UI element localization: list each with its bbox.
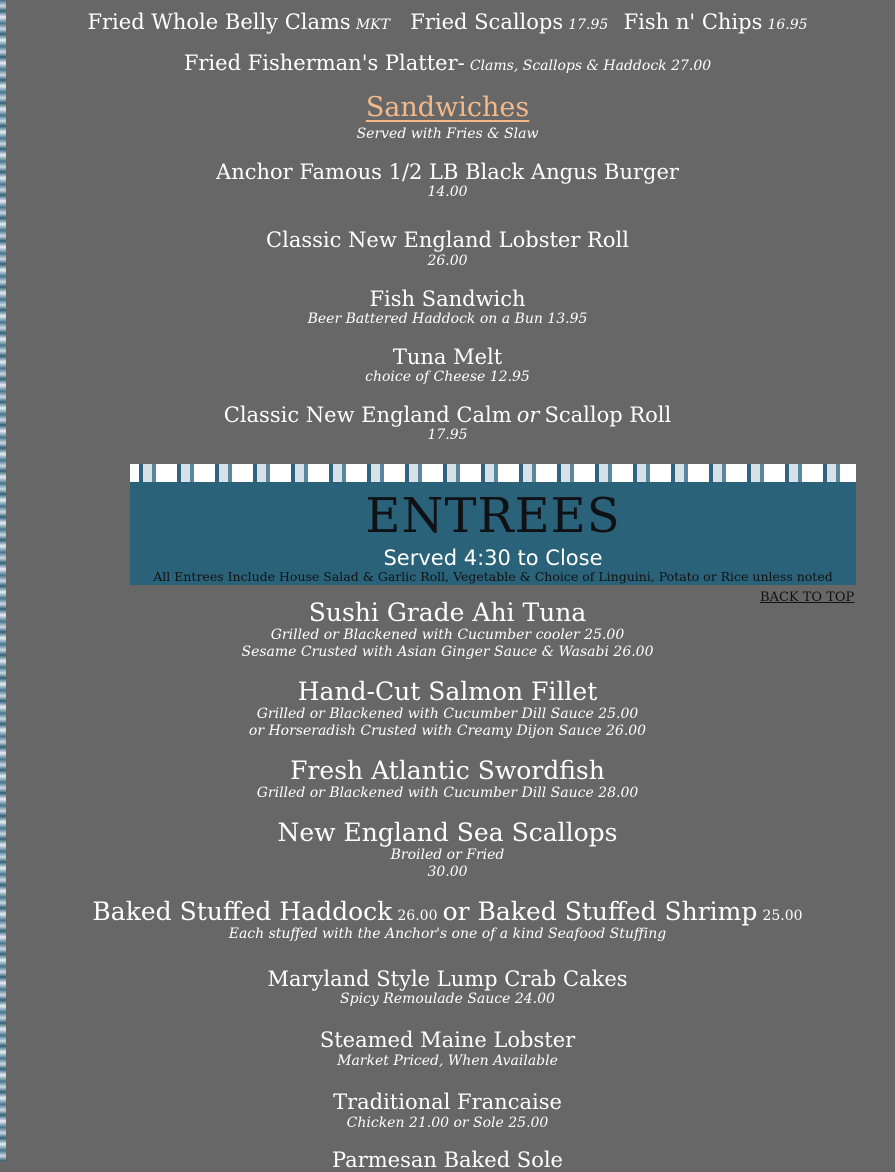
fisherman-platter-row (0, 51, 895, 75)
entree-stuffed-shrimp-name: or Baked Stuffed Shrimp (442, 897, 758, 926)
sandwiches-subtitle: Served with Fries & Slaw (356, 126, 539, 142)
sandwich-tuna-melt-name: Tuna Melt (392, 345, 503, 369)
sandwich-clam-roll-name-part2: Scallop Roll (544, 403, 672, 427)
entree-francaise-note: Chicken 21.00 or Sole 25.00 (346, 1115, 549, 1131)
entree-lobster-name: Steamed Maine Lobster (319, 1028, 576, 1052)
back-to-top-link[interactable]: BACK TO TOP (760, 590, 855, 605)
sandwiches-title: Sandwiches (365, 92, 530, 123)
sandwich-clam-scallop-roll-row (0, 403, 895, 427)
sandwich-lobster-roll-name: Classic New England Lobster Roll (266, 228, 629, 252)
sandwich-clam-roll-or: or (516, 403, 540, 427)
entrees-banner (130, 464, 856, 585)
sandwiches-heading-row (0, 92, 895, 123)
fried-scallops-name: Fried Scallops (410, 10, 564, 34)
sandwich-tuna-melt-note: choice of Cheese 12.95 (365, 369, 530, 385)
fried-scallops-price: 17.95 (568, 17, 609, 33)
sandwich-clam-roll-note: 17.95 (427, 427, 468, 443)
entree-lobster-note: Market Priced, When Available (337, 1053, 558, 1069)
sandwich-clam-roll-name-part1: Classic New England Calm (223, 403, 512, 427)
entree-swordfish-name: Fresh Atlantic Swordfish (290, 756, 605, 785)
entree-ahi-tuna-note-2: Sesame Crusted with Asian Ginger Sauce & Wasabi 26.00 (241, 644, 654, 660)
entree-salmon-note-2: or Horseradish Crusted with Creamy Dijon Sauce 26.00 (248, 723, 647, 739)
sandwich-lobster-roll-note: 26.00 (427, 253, 468, 269)
entree-ahi-tuna-name: Sushi Grade Ahi Tuna (308, 598, 587, 627)
fried-clams-price: MKT (355, 17, 390, 33)
platter-description: Clams, Scallops & Haddock 27.00 (469, 58, 712, 74)
entree-ahi-tuna-note-1: Grilled or Blackened with Cucumber cooler 25.00 (270, 627, 625, 643)
entree-parmesan-sole-name: Parmesan Baked Sole (332, 1148, 563, 1172)
entree-stuffed-haddock-price: 26.00 (397, 908, 438, 924)
sandwich-fish-name: Fish Sandwich (369, 287, 526, 311)
fish-n-chips-price: 16.95 (767, 17, 808, 33)
entree-stuffed-haddock-name: Baked Stuffed Haddock (92, 897, 393, 926)
entree-baked-stuffed-row (0, 897, 895, 926)
fried-clams-name: Fried Whole Belly Clams (87, 10, 351, 34)
entree-crab-cakes-note: Spicy Remoulade Sauce 24.00 (340, 991, 555, 1007)
entree-crab-cakes-name: Maryland Style Lump Crab Cakes (267, 967, 628, 991)
entrees-served-time: Served 4:30 to Close (383, 546, 603, 570)
entrees-title: ENTREES (365, 488, 621, 544)
platter-separator: - (457, 51, 465, 75)
sandwich-burger-name: Anchor Famous 1/2 LB Black Angus Burger (216, 160, 679, 184)
entree-scallops-price: 30.00 (427, 864, 468, 880)
sandwich-burger-note: 14.00 (427, 184, 468, 200)
entrees-include-note: All Entrees Include House Salad & Garlic Roll, Vegetable & Choice of Linguini, Potato or Rice unless noted (153, 569, 833, 584)
entree-salmon-note-1: Grilled or Blackened with Cucumber Dill Sauce 25.00 (256, 706, 639, 722)
entree-scallops-name: New England Sea Scallops (277, 818, 618, 847)
decorative-pattern-band (130, 464, 856, 482)
sandwich-fish-note: Beer Battered Haddock on a Bun 13.95 (307, 311, 588, 327)
platter-name: Fried Fisherman's Platter (183, 51, 458, 75)
fried-items-row (0, 10, 895, 34)
entree-salmon-name: Hand-Cut Salmon Fillet (297, 677, 598, 706)
entree-francaise-name: Traditional Francaise (333, 1090, 562, 1114)
entree-scallops-note-1: Broiled or Fried (390, 847, 505, 863)
entree-stuffed-shrimp-price: 25.00 (762, 908, 803, 924)
entree-baked-stuffed-note: Each stuffed with the Anchor's one of a kind Seafood Stuffing (228, 926, 667, 942)
entree-swordfish-note: Grilled or Blackened with Cucumber Dill Sauce 28.00 (256, 785, 639, 801)
fish-n-chips-name: Fish n' Chips (623, 10, 763, 34)
